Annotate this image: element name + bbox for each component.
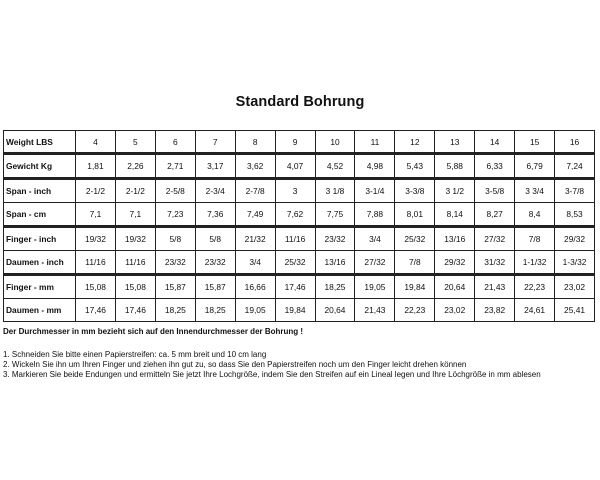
table-cell: 17,46 [275,275,315,299]
table-cell: 3 [275,179,315,203]
table-row [4,251,595,275]
table-cell: 25/32 [395,227,435,251]
table-cell: 31/32 [475,251,515,275]
table-cell: 7/8 [395,251,435,275]
table-cell: 12 [395,131,435,154]
table-cell: 7,1 [115,203,155,227]
page-title: Standard Bohrung [235,94,365,110]
table-cell: 20,64 [315,299,355,322]
table-header-row [4,131,595,154]
table-cell: 6,79 [515,154,555,179]
table-cell: 4,52 [315,154,355,179]
table-cell: 23/32 [155,251,195,275]
table-cell: 13/16 [435,227,475,251]
table-cell: 2,26 [115,154,155,179]
table-cell: 23,02 [555,275,595,299]
table-cell: 8 [235,131,275,154]
table-cell: 13/16 [315,251,355,275]
table-cell: 7,36 [195,203,235,227]
instruction-step-3: 3. Markieren Sie beide Endungen und ermitteln Sie jetzt Ihre Lochgröße, indem Sie den Streifen auf ein Lineal legen und Ihre Löchgröße in mm ablesen [3,370,541,379]
table-cell: 3/4 [355,227,395,251]
instruction-step-2: 2. Wickeln Sie ihn um Ihren Finger und ziehen ihn gut zu, so dass Sie den Papierstreifen noch um den Finger leicht drehen können [3,360,467,369]
table-cell: 23/32 [315,227,355,251]
table-cell: 25,41 [555,299,595,322]
table-cell: 3,62 [235,154,275,179]
table-cell: 4 [76,131,116,154]
table-cell: 21,43 [355,299,395,322]
table-cell: 8,01 [395,203,435,227]
table-cell: 5/8 [155,227,195,251]
table-cell: 2-3/4 [195,179,235,203]
table-cell: 5/8 [195,227,235,251]
table-cell: 3 1/8 [315,179,355,203]
table-cell: 3,17 [195,154,235,179]
table-cell: 3-5/8 [475,179,515,203]
table-cell: 7,24 [555,154,595,179]
row-label: Daumen - mm [4,299,76,322]
table-cell: 19,05 [355,275,395,299]
row-label: Finger - inch [4,227,76,251]
table-row [4,227,595,251]
table-cell: 10 [315,131,355,154]
table-cell: 16,66 [235,275,275,299]
table-cell: 3 1/2 [435,179,475,203]
table-cell: 23,02 [435,299,475,322]
table-row [4,203,595,227]
table-cell: 20,64 [435,275,475,299]
table-cell: 19,05 [235,299,275,322]
table-cell: 11/16 [76,251,116,275]
table-cell: 7,1 [76,203,116,227]
row-label: Daumen - inch [4,251,76,275]
table-cell: 3-7/8 [555,179,595,203]
table-cell: 7,62 [275,203,315,227]
table-cell: 14 [475,131,515,154]
table-cell: 22,23 [395,299,435,322]
table-cell: 3-1/4 [355,179,395,203]
table-cell: 19/32 [115,227,155,251]
table-row [4,275,595,299]
table-cell: 6 [155,131,195,154]
table-cell: 18,25 [155,299,195,322]
table-cell: 11 [355,131,395,154]
table-cell: 17,46 [76,299,116,322]
table-cell: 15,08 [115,275,155,299]
table-cell: 9 [275,131,315,154]
table-cell: 1-1/32 [515,251,555,275]
table-cell: 15,87 [195,275,235,299]
table-cell: 8,14 [435,203,475,227]
table-row [4,299,595,322]
table-cell: 7,49 [235,203,275,227]
size-table [3,130,595,322]
table-cell: 1-3/32 [555,251,595,275]
table-cell: 15,87 [155,275,195,299]
table-cell: 27/32 [355,251,395,275]
table-cell: 11/16 [275,227,315,251]
table-cell: 16 [555,131,595,154]
table-cell: 2,71 [155,154,195,179]
table-cell: 7/8 [515,227,555,251]
row-label: Gewicht Kg [4,154,76,179]
table-cell: 15 [515,131,555,154]
table-cell: 19,84 [275,299,315,322]
table-cell: 1,81 [76,154,116,179]
table-cell: 3 3/4 [515,179,555,203]
table-row [4,154,595,179]
table-cell: 27/32 [475,227,515,251]
row-label: Span - inch [4,179,76,203]
table-cell: 11/16 [115,251,155,275]
table-row [4,179,595,203]
table-cell: 7,88 [355,203,395,227]
table-cell: 8,4 [515,203,555,227]
table-cell: 2-5/8 [155,179,195,203]
table-cell: 29/32 [555,227,595,251]
table-cell: 23,82 [475,299,515,322]
row-label: Span - cm [4,203,76,227]
table-cell: 2-1/2 [76,179,116,203]
table-cell: 15,08 [76,275,116,299]
table-cell: 8,53 [555,203,595,227]
table-cell: 24,61 [515,299,555,322]
table-cell: 5 [115,131,155,154]
table-cell: 4,98 [355,154,395,179]
table-cell: 13 [435,131,475,154]
table-cell: 5,43 [395,154,435,179]
table-cell: 3/4 [235,251,275,275]
table-cell: 2-7/8 [235,179,275,203]
table-cell: 25/32 [275,251,315,275]
instruction-step-1: 1. Schneiden Sie bitte einen Papierstreifen: ca. 5 mm breit und 10 cm lang [3,350,267,359]
table-cell: 8,27 [475,203,515,227]
table-cell: 18,25 [195,299,235,322]
table-cell: 6,33 [475,154,515,179]
table-cell: 17,46 [115,299,155,322]
row-label: Finger - mm [4,275,76,299]
table-cell: 7,23 [155,203,195,227]
table-cell: 4,07 [275,154,315,179]
table-cell: 29/32 [435,251,475,275]
table-cell: 21/32 [235,227,275,251]
table-cell: 21,43 [475,275,515,299]
table-cell: 7 [195,131,235,154]
diameter-note: Der Durchmesser in mm bezieht sich auf den Innendurchmesser der Bohrung ! [3,327,304,336]
table-cell: 23/32 [195,251,235,275]
table-cell: 3-3/8 [395,179,435,203]
table-cell: 2-1/2 [115,179,155,203]
table-cell: 18,25 [315,275,355,299]
table-cell: 7,75 [315,203,355,227]
table-cell: 19/32 [76,227,116,251]
table-cell: 22,23 [515,275,555,299]
table-cell: 19,84 [395,275,435,299]
table-cell: 5,88 [435,154,475,179]
row-label: Weight LBS [4,131,76,154]
